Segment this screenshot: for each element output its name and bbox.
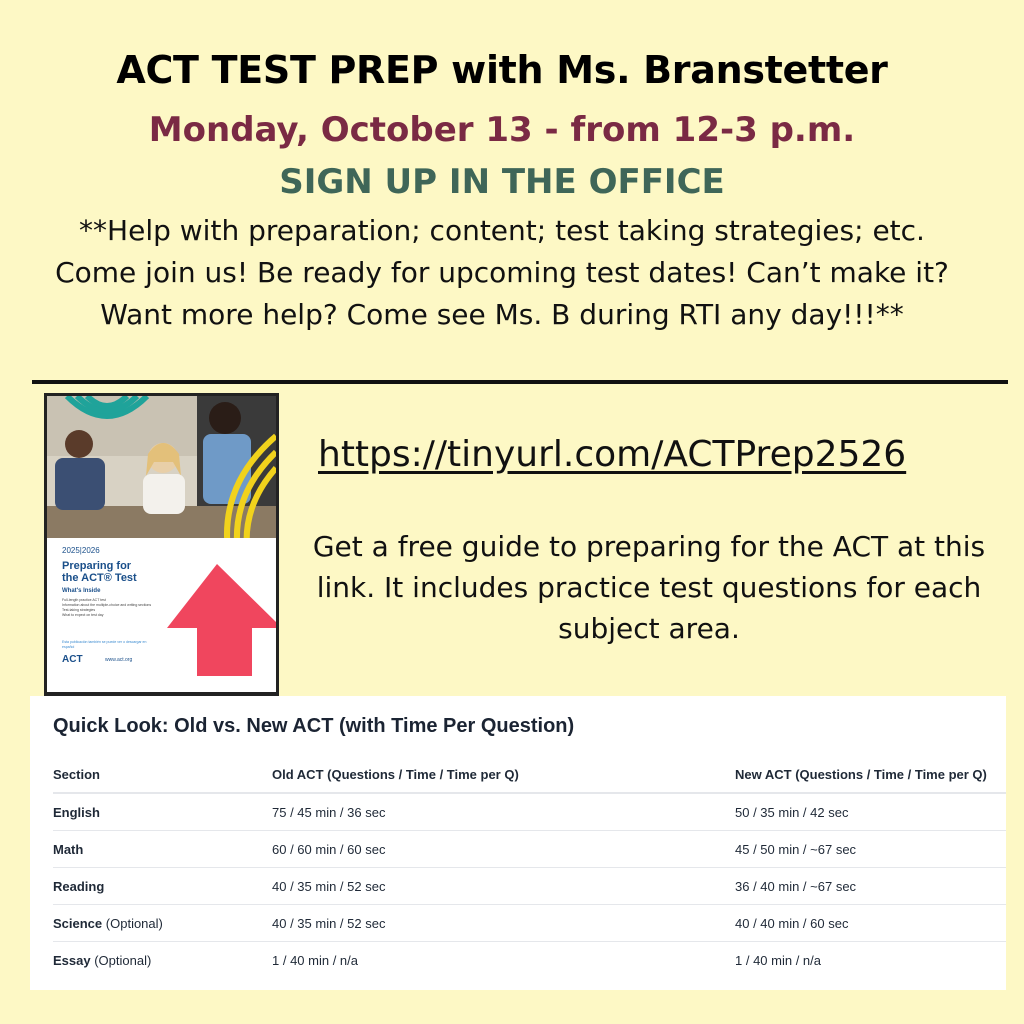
section-cell xyxy=(53,831,272,868)
old-act-cell: 40 / 35 min / 52 sec xyxy=(272,868,735,905)
guide-description-line: Get a free guide to preparing for the ACT at this xyxy=(312,530,986,563)
cover-item-list xyxy=(62,598,162,618)
comparison-card xyxy=(30,696,1006,990)
new-act-cell: 36 / 40 min / ~67 sec xyxy=(735,868,1006,905)
cover-item: Information about the multiple-choice and writing sections xyxy=(62,603,152,607)
cover-whats-inside: What's Inside xyxy=(62,588,101,594)
act-guide-cover-image xyxy=(44,393,279,699)
signup-notice: SIGN UP IN THE OFFICE xyxy=(279,162,725,202)
guide-description-line: subject area. xyxy=(558,612,740,645)
column-header-new-act: New ACT (Questions / Time / Time per Q) xyxy=(735,756,1006,793)
section-name: Essay xyxy=(53,952,91,968)
cover-years: 2025|2026 xyxy=(62,546,100,555)
cover-item: Full-length practice ACT test xyxy=(62,598,106,602)
event-date: Monday, October 13 - from 12-3 p.m. xyxy=(148,110,856,150)
comparison-title: Quick Look: Old vs. New ACT (with Time Per Question) xyxy=(53,715,575,737)
old-act-cell: 75 / 45 min / 36 sec xyxy=(272,793,735,831)
guide-link[interactable]: https://tinyurl.com/ACTPrep2526 xyxy=(318,434,907,475)
section-cell xyxy=(53,793,272,831)
table-row xyxy=(53,905,1006,942)
old-act-cell: 60 / 60 min / 60 sec xyxy=(272,831,735,868)
table-row xyxy=(53,942,1006,979)
section-note: (Optional) xyxy=(105,915,163,931)
cover-item: Test-taking strategies xyxy=(62,608,96,612)
table-row xyxy=(53,793,1006,831)
section-cell xyxy=(53,942,272,979)
page-title: ACT TEST PREP with Ms. Branstetter xyxy=(116,48,888,92)
cover-title-line: Preparing for xyxy=(62,560,132,572)
description-line: Want more help? Come see Ms. B during RTI any day!!!** xyxy=(100,298,904,331)
new-act-cell: 1 / 40 min / n/a xyxy=(735,952,821,968)
table-row xyxy=(53,831,1006,868)
table-header-row xyxy=(53,756,1006,793)
guide-description xyxy=(304,526,994,649)
section-cell xyxy=(53,868,272,905)
act-logo: ACT xyxy=(62,654,83,665)
section-note: (Optional) xyxy=(94,952,152,968)
cover-spanish-note: Esta publicación también se puede ver o descargar en español xyxy=(62,640,147,649)
cover-site: www.act.org xyxy=(105,657,133,663)
section-name: Science xyxy=(53,915,103,931)
old-act-cell: 40 / 35 min / 52 sec xyxy=(272,905,735,942)
cover-title-line: the ACT® Test xyxy=(62,572,137,584)
section-name: English xyxy=(53,804,100,820)
new-act-cell: 40 / 40 min / 60 sec xyxy=(735,905,1006,942)
cover-title xyxy=(62,560,137,584)
new-act-cell: 50 / 35 min / 42 sec xyxy=(735,793,1006,831)
description-line: **Help with preparation; content; test taking strategies; etc. xyxy=(79,214,925,247)
comparison-table xyxy=(53,756,1006,978)
old-act-cell: 1 / 40 min / n/a xyxy=(272,952,358,968)
event-description xyxy=(20,210,984,336)
section-name: Reading xyxy=(53,878,105,894)
description-line: Come join us! Be ready for upcoming test dates! Can’t make it? xyxy=(55,256,949,289)
table-row xyxy=(53,868,1006,905)
section-cell xyxy=(53,905,272,942)
column-header-section: Section xyxy=(53,756,272,793)
column-header-old-act: Old ACT (Questions / Time / Time per Q) xyxy=(272,756,735,793)
new-act-cell: 45 / 50 min / ~67 sec xyxy=(735,831,1006,868)
divider xyxy=(32,380,1008,384)
guide-description-line: link. It includes practice test questions for each xyxy=(316,571,982,604)
cover-item: What to expect on test day xyxy=(62,613,104,617)
section-name: Math xyxy=(53,841,84,857)
